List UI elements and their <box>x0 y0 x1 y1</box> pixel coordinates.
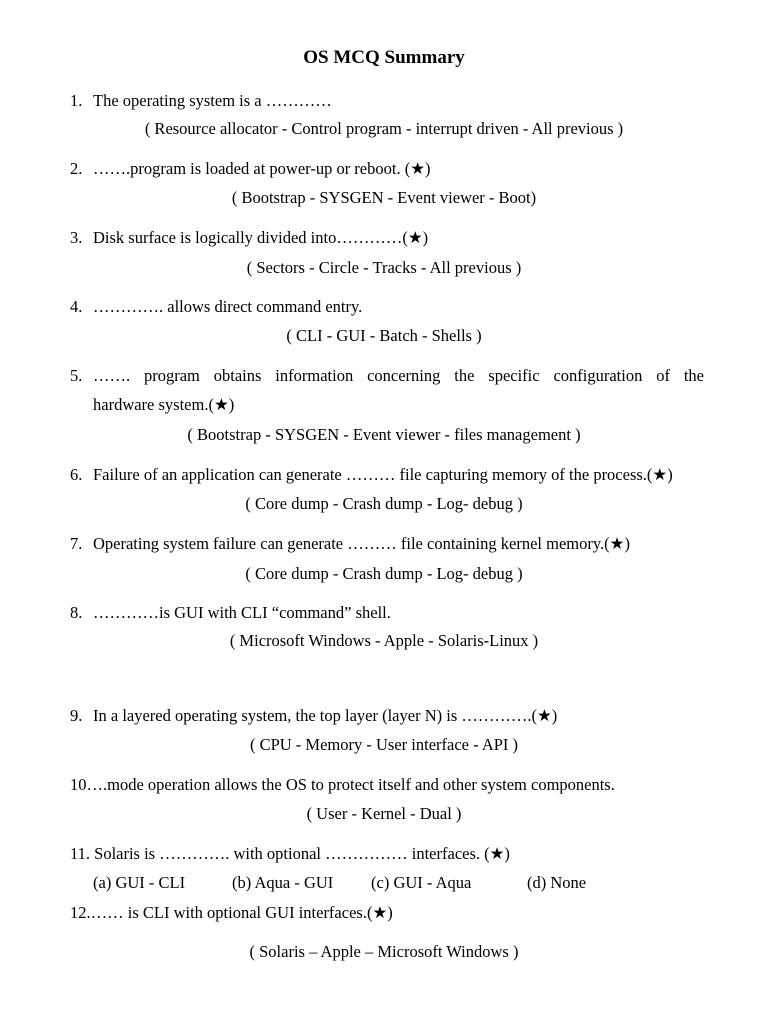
question-number: 6. <box>70 465 83 484</box>
question-4 <box>70 296 362 318</box>
question-text: …………is GUI with CLI “command” shell. <box>93 603 391 622</box>
question-10: 10….mode operation allows the OS to protect itself and other system components. <box>70 775 615 794</box>
question-number: 1. <box>70 91 83 110</box>
question-number: 8. <box>70 603 83 622</box>
question-4-options: ( CLI - GUI - Batch - Shells ) <box>286 326 482 345</box>
option-c: (c) GUI - Aqua <box>371 873 472 892</box>
question-text-line-2: hardware system.(★) <box>93 395 235 414</box>
question-1-options: ( Resource allocator - Control program - interrupt driven - All previous ) <box>144 119 624 138</box>
question-1 <box>70 90 332 112</box>
option-b: (b) Aqua - GUI <box>232 873 334 892</box>
question-5 <box>70 365 704 387</box>
question-text: …………. allows direct command entry. <box>93 297 363 316</box>
question-2 <box>70 158 431 180</box>
question-11-options <box>0 872 768 894</box>
question-2-options: ( Bootstrap - SYSGEN - Event viewer - Boot) <box>231 188 537 207</box>
question-number: 2. <box>70 159 83 178</box>
question-5-options: ( Bootstrap - SYSGEN - Event viewer - files management ) <box>187 425 581 444</box>
question-10-options: ( User - Kernel - Dual ) <box>306 804 462 823</box>
question-text: Disk surface is logically divided into…………(★) <box>93 228 429 247</box>
question-12-options: ( Solaris – Apple – Microsoft Windows ) <box>249 942 519 961</box>
question-number: 4. <box>70 297 83 316</box>
question-text-line-1: ……. program obtains information concerning the specific configuration of the <box>93 366 704 385</box>
option-a: (a) GUI - CLI <box>93 873 186 892</box>
question-7 <box>70 533 630 555</box>
question-number: 9. <box>70 706 83 725</box>
question-text: In a layered operating system, the top layer (layer N) is ………….(★) <box>93 706 558 725</box>
question-number: 5. <box>70 366 83 385</box>
question-number: 7. <box>70 534 83 553</box>
question-3 <box>70 227 428 249</box>
question-8-options: ( Microsoft Windows - Apple - Solaris-Linux ) <box>229 631 539 650</box>
question-9 <box>70 705 557 727</box>
question-6 <box>70 464 673 486</box>
question-12: 12.…… is CLI with optional GUI interfaces.(★) <box>70 903 393 922</box>
question-number: 3. <box>70 228 83 247</box>
question-text: Failure of an application can generate ……… file capturing memory of the process.(★) <box>93 465 673 484</box>
question-7-options: ( Core dump - Crash dump - Log- debug ) <box>245 564 523 583</box>
option-d: (d) None <box>527 873 587 892</box>
question-text: …….program is loaded at power-up or reboot. (★) <box>93 159 431 178</box>
question-11: 11. Solaris is …………. with optional …………… interfaces. (★) <box>70 844 510 863</box>
question-8 <box>70 602 391 624</box>
page-title: OS MCQ Summary <box>303 47 465 68</box>
question-text: Operating system failure can generate ……… file containing kernel memory.(★) <box>93 534 630 553</box>
question-6-options: ( Core dump - Crash dump - Log- debug ) <box>245 494 523 513</box>
question-9-options: ( CPU - Memory - User interface - API ) <box>249 735 519 754</box>
question-text: The operating system is a ………… <box>93 91 332 110</box>
question-3-options: ( Sectors - Circle - Tracks - All previous ) <box>246 258 522 277</box>
